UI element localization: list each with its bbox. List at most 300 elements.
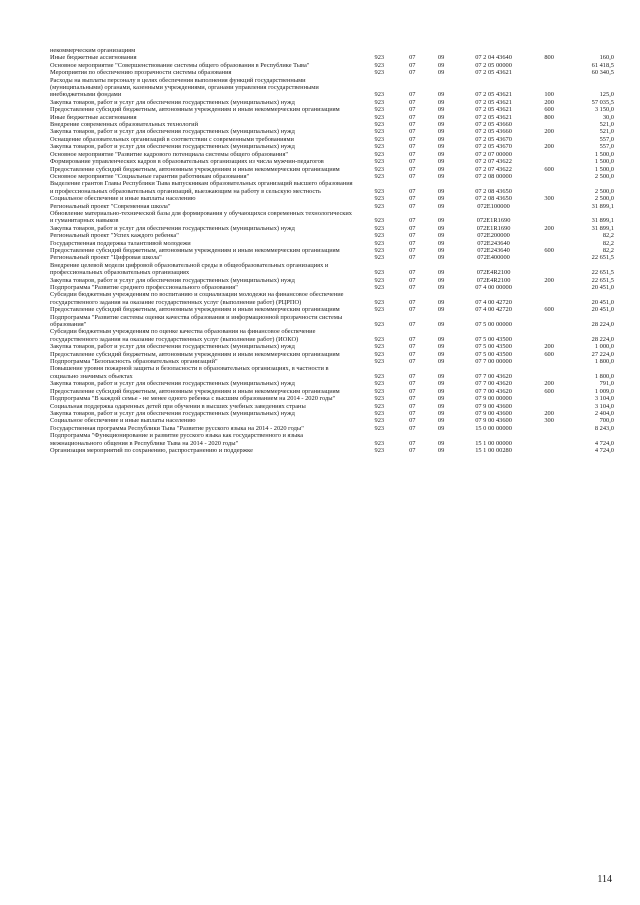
row-subsection: 09	[437, 335, 445, 343]
row-expense-type	[532, 69, 567, 76]
table-row	[50, 121, 614, 128]
row-section: 07	[409, 98, 416, 106]
table-row	[50, 403, 614, 410]
row-amount: 2 500,0	[594, 187, 614, 195]
row-amount: 22 651,5	[591, 276, 614, 284]
row-name: Выделение грантов Главы Республики Тыва выпускникам образовательных организаций высшего образования и профессиональных образовательных организаций, выезжающим на работу в сельскую местность	[50, 180, 353, 195]
row-grbs: 923	[374, 424, 385, 432]
row-section: 07	[409, 158, 416, 166]
row-grbs: 923	[374, 343, 385, 351]
row-expense-type	[532, 262, 567, 277]
row-target-article: 07 7 00 00000	[475, 358, 512, 366]
row-subsection: 09	[437, 372, 445, 380]
row-expense-type: 200	[544, 224, 554, 232]
row-target-article: 072E243640	[477, 239, 510, 247]
row-amount: 22 651,5	[591, 269, 614, 277]
row-name: Мероприятия по обеспечению прозрачности системы образования	[50, 69, 232, 77]
row-target-article: 07 7 00 43620	[475, 372, 512, 380]
row-amount: 1 800,0	[594, 372, 614, 380]
row-expense-type	[532, 365, 567, 380]
row-section: 07	[409, 350, 416, 358]
row-expense-type: 100	[544, 91, 554, 99]
row-name: Субсидии бюджетным учреждениям по воспитанию и социализации молодежи на финансовое обеспечение государственного задания на оказание государственных услуг (выполнение работ) (РЦРПО)	[50, 291, 344, 306]
row-section: 07	[409, 402, 416, 410]
row-target-article: 07 2 05 43621	[475, 113, 512, 121]
row-amount: 791,0	[599, 380, 614, 388]
row-subsection: 09	[437, 358, 445, 366]
row-section: 07	[409, 195, 416, 203]
row-name: Обновление материально-технической базы для формирования у обучающихся современных технологических и гуманитарных навыков	[50, 209, 352, 225]
row-grbs: 923	[374, 61, 385, 69]
row-amount: 28 224,0	[591, 321, 614, 329]
table-row	[50, 180, 614, 195]
row-amount: 3 150,0	[594, 106, 614, 114]
row-section: 07	[409, 239, 416, 247]
row-expense-type	[532, 254, 567, 261]
row-amount: 61 418,5	[591, 61, 614, 69]
row-grbs: 923	[374, 202, 385, 210]
row-grbs: 923	[374, 239, 385, 247]
table-row	[50, 314, 614, 329]
row-section: 07	[409, 113, 416, 121]
row-target-article: 07 9 00 43600	[475, 409, 512, 417]
row-amount: 20 451,0	[591, 306, 614, 314]
table-row	[50, 99, 614, 106]
table-row	[50, 432, 614, 447]
row-section: 07	[409, 217, 416, 225]
row-section: 07	[409, 387, 416, 395]
row-expense-type: 200	[544, 98, 554, 106]
row-name: Государственная программа Республики Тыва "Развитие русского языка на 2014 - 2020 годы"	[50, 424, 304, 432]
row-name: некоммерческим организациям	[50, 47, 136, 54]
row-name: Субсидии бюджетным учреждениям по оценке качества образования на финансовое обеспечение государственного задания на оказание государственных услуг (выполнение работ) (ИОКО)	[50, 328, 316, 343]
table-row	[50, 328, 614, 343]
table-row	[50, 210, 614, 225]
table-row	[50, 284, 614, 291]
row-name: Предоставление субсидий бюджетным, автономным учреждениям и иным некоммерческим организациям	[50, 387, 340, 395]
row-name: Закупка товаров, работ и услуг для обеспечения государственных (муниципальных) нужд	[50, 276, 295, 284]
row-section: 07	[409, 254, 416, 262]
row-subsection: 09	[437, 106, 445, 114]
table-row	[50, 395, 614, 402]
table-row	[50, 254, 614, 261]
row-section: 07	[409, 372, 416, 380]
row-grbs: 923	[374, 372, 385, 380]
row-subsection: 09	[437, 417, 445, 425]
row-section: 07	[409, 358, 416, 366]
row-subsection: 09	[437, 284, 445, 291]
row-grbs: 923	[374, 165, 385, 173]
row-amount: 20 451,0	[591, 284, 614, 291]
row-subsection: 09	[437, 217, 445, 225]
table-row	[50, 240, 614, 247]
row-grbs: 923	[374, 409, 385, 417]
table-row	[50, 425, 614, 432]
row-section: 07	[409, 224, 416, 232]
row-amount: 521,0	[599, 128, 614, 136]
row-grbs: 923	[374, 128, 385, 136]
row-name: Предоставление субсидий бюджетным, автономным учреждениям и иным некоммерческим организациям	[50, 246, 340, 254]
row-expense-type	[532, 291, 567, 306]
row-section	[398, 47, 427, 54]
row-name: Внедрение целевой модели цифровой образовательной среды в общеобразовательных организациях и профессиональных образовательных организациях	[50, 261, 329, 277]
row-grbs: 923	[374, 417, 385, 425]
row-expense-type	[532, 447, 567, 454]
row-name: Предоставление субсидий бюджетным, автономным учреждениям и иным некоммерческим организациям	[50, 350, 340, 358]
row-section: 07	[409, 306, 416, 314]
row-expense-type	[532, 328, 567, 343]
row-amount: 1 800,0	[594, 358, 614, 366]
row-amount: 2 500,0	[594, 172, 614, 180]
table-row	[50, 417, 614, 424]
row-target-article: 07 9 00 00000	[475, 395, 512, 403]
row-subsection: 09	[437, 409, 445, 417]
row-name: Региональный проект "Современная школа"	[50, 202, 171, 210]
row-section: 07	[409, 298, 416, 306]
row-subsection: 09	[437, 402, 445, 410]
row-grbs: 923	[374, 91, 385, 99]
row-subsection: 09	[437, 150, 445, 158]
row-grbs: 923	[374, 143, 385, 151]
row-name: Закупка товаров, работ и услуг для обеспечения государственных (муниципальных) нужд	[50, 143, 295, 151]
row-grbs: 923	[374, 217, 385, 225]
row-section: 07	[409, 172, 416, 180]
row-section: 07	[409, 269, 416, 277]
row-amount: 60 340,5	[591, 69, 614, 77]
row-subsection: 09	[437, 54, 445, 62]
row-grbs: 923	[374, 387, 385, 395]
row-subsection: 09	[437, 298, 445, 306]
row-section: 07	[409, 202, 416, 210]
row-grbs: 923	[374, 150, 385, 158]
row-subsection: 09	[437, 424, 445, 432]
table-row	[50, 247, 614, 254]
row-subsection: 09	[437, 135, 445, 143]
row-target-article: 072E243640	[477, 246, 510, 254]
row-subsection: 09	[437, 446, 445, 454]
row-target-article: 07 2 07 00000	[475, 150, 512, 158]
row-subsection: 09	[437, 380, 445, 388]
row-grbs: 923	[374, 113, 385, 121]
row-grbs: 923	[374, 306, 385, 314]
row-expense-type: 800	[544, 54, 554, 62]
row-expense-type	[532, 240, 567, 247]
row-name: Основное мероприятие "Совершенствование системы общего образования в Республике Тыва"	[50, 61, 310, 69]
row-grbs: 923	[374, 321, 385, 329]
row-amount: 557,0	[599, 135, 614, 143]
row-amount: 557,0	[599, 143, 614, 151]
table-row	[50, 158, 614, 165]
row-grbs: 923	[374, 276, 385, 284]
table-row	[50, 351, 614, 358]
table-row	[50, 173, 614, 180]
row-target-article: 07 2 05 43621	[475, 91, 512, 99]
row-section: 07	[409, 91, 416, 99]
row-expense-type	[532, 284, 567, 291]
row-target-article: 07 9 00 43600	[475, 417, 512, 425]
row-subsection: 09	[437, 239, 445, 247]
row-target-article: 07 2 05 43621	[475, 98, 512, 106]
table-row	[50, 143, 614, 150]
row-expense-type: 600	[544, 350, 554, 358]
row-target-article: 07 4 00 42720	[475, 298, 512, 306]
row-expense-type	[532, 425, 567, 432]
row-target-article: 07 9 00 43600	[475, 402, 512, 410]
row-target-article: 07 4 00 00000	[475, 284, 512, 291]
row-amount: 82,2	[602, 246, 614, 254]
row-section: 07	[409, 321, 416, 329]
row-grbs: 923	[374, 246, 385, 254]
table-row	[50, 106, 614, 113]
row-expense-type: 200	[544, 343, 554, 351]
row-name: Основное мероприятие "Социальные гарантии работникам образования"	[50, 172, 250, 180]
row-target-article: 07 2 08 43650	[475, 195, 512, 203]
row-amount: 31 899,1	[591, 224, 614, 232]
row-name: Расходы на выплаты персоналу в целях обеспечения выполнения функций государственными (муниципальными) органами, казенными учреждениями, органами управления государственными внебюджетными фондами	[50, 76, 319, 99]
row-target-article: 07 2 05 43670	[475, 143, 512, 151]
row-expense-type	[532, 158, 567, 165]
row-subsection: 09	[437, 395, 445, 403]
row-grbs: 923	[374, 187, 385, 195]
row-section: 07	[409, 150, 416, 158]
row-subsection: 09	[437, 187, 445, 195]
table-row	[50, 69, 614, 76]
row-subsection: 09	[437, 343, 445, 351]
row-name: Подпрограмма "Безопасность образовательных организаций"	[50, 358, 218, 366]
row-grbs: 923	[374, 106, 385, 114]
table-row	[50, 203, 614, 210]
row-expense-type: 600	[544, 387, 554, 395]
row-target-article: 072E4R2100	[476, 276, 511, 284]
row-amount: 22 651,5	[591, 254, 614, 262]
table-row	[50, 365, 614, 380]
row-section: 07	[409, 187, 416, 195]
row-expense-type: 300	[544, 417, 554, 425]
row-grbs: 923	[374, 439, 385, 447]
row-grbs: 923	[374, 298, 385, 306]
row-target-article: 07 5 00 43500	[475, 350, 512, 358]
row-amount: 1 000,0	[594, 343, 614, 351]
row-grbs: 923	[374, 232, 385, 240]
row-subsection: 09	[437, 158, 445, 166]
table-row	[50, 277, 614, 284]
row-amount: 82,2	[602, 232, 614, 240]
row-target-article: 07 2 05 00000	[475, 61, 512, 69]
row-amount: 27 224,0	[591, 350, 614, 358]
row-target-article: 07 2 05 43660	[475, 128, 512, 136]
row-expense-type: 800	[544, 113, 554, 121]
table-row	[50, 136, 614, 143]
table-row	[50, 343, 614, 350]
row-target-article: 07 2 05 43670	[475, 135, 512, 143]
row-section: 07	[409, 395, 416, 403]
table-row	[50, 54, 614, 61]
row-section: 07	[409, 143, 416, 151]
row-section: 07	[409, 409, 416, 417]
row-section: 07	[409, 417, 416, 425]
row-target-article: 07 5 00 43500	[475, 335, 512, 343]
row-grbs: 923	[374, 195, 385, 203]
row-amount	[567, 47, 614, 54]
row-grbs: 923	[374, 172, 385, 180]
row-expense-type	[532, 180, 567, 195]
row-subsection: 09	[437, 98, 445, 106]
row-target-article: 15 1 00 00280	[475, 446, 512, 454]
row-grbs: 923	[374, 121, 385, 129]
row-grbs: 923	[374, 380, 385, 388]
row-section: 07	[409, 54, 416, 62]
row-target-article: 07 2 07 43622	[475, 158, 512, 166]
row-amount: 1 009,0	[594, 387, 614, 395]
row-name: Внедрение современных образовательных технологий	[50, 121, 199, 129]
row-section: 07	[409, 165, 416, 173]
row-amount: 28 224,0	[591, 335, 614, 343]
row-expense-type	[532, 232, 567, 239]
row-grbs: 923	[374, 350, 385, 358]
row-name: Основное мероприятие "Развитие кадрового потенциала системы общего образования"	[50, 150, 288, 158]
row-grbs: 923	[374, 269, 385, 277]
row-subsection: 09	[437, 195, 445, 203]
row-expense-type	[532, 203, 567, 210]
table-row	[50, 388, 614, 395]
row-expense-type	[532, 210, 567, 225]
row-expense-type: 200	[544, 128, 554, 136]
row-grbs: 923	[374, 395, 385, 403]
row-section: 07	[409, 424, 416, 432]
row-amount: 20 451,0	[591, 298, 614, 306]
row-target-article: 072E4R2100	[476, 269, 511, 277]
row-name: Предоставление субсидий бюджетным, автономным учреждениям и иным некоммерческим организациям	[50, 165, 340, 173]
row-subsection: 09	[437, 91, 445, 99]
row-target-article: 072E1R1690	[476, 224, 511, 232]
row-subsection: 09	[437, 143, 445, 151]
row-grbs: 923	[374, 135, 385, 143]
row-target-article: 07 4 00 42720	[475, 306, 512, 314]
row-target-article: 072E400000	[477, 254, 510, 262]
row-expense-type: 200	[544, 409, 554, 417]
row-subsection	[427, 47, 456, 54]
table-row	[50, 128, 614, 135]
row-subsection: 09	[437, 254, 445, 262]
row-expense-type	[532, 314, 567, 329]
row-amount: 1 500,0	[594, 150, 614, 158]
row-section: 07	[409, 335, 416, 343]
row-section: 07	[409, 121, 416, 129]
row-amount: 4 724,0	[594, 446, 614, 454]
row-amount: 2 404,0	[594, 409, 614, 417]
row-name: Предоставление субсидий бюджетным, автономным учреждениям и иным некоммерческим организациям	[50, 306, 340, 314]
row-name: Закупка товаров, работ и услуг для обеспечения государственных (муниципальных) нужд	[50, 224, 295, 232]
row-target-article: 15 0 00 00000	[475, 424, 512, 432]
row-expense-type: 600	[544, 246, 554, 254]
row-target-article: 07 2 05 43621	[475, 106, 512, 114]
row-name: Иные бюджетные ассигнования	[50, 113, 137, 121]
row-subsection: 09	[437, 128, 445, 136]
row-amount: 1 500,0	[594, 165, 614, 173]
budget-table-body	[50, 47, 614, 454]
row-name: Оснащение образовательных организаций в соответствии с современными требованиями	[50, 135, 294, 143]
row-name: Социальное обеспечение и иные выплаты населению	[50, 195, 196, 203]
row-subsection: 09	[437, 232, 445, 240]
row-name: Подпрограмма "В каждой семье - не менее одного ребенка с высшим образованием на 2014 - 2020 годы"	[50, 395, 336, 403]
table-row	[50, 410, 614, 417]
row-subsection: 09	[437, 350, 445, 358]
row-amount: 3 104,0	[594, 402, 614, 410]
row-expense-type	[532, 432, 567, 447]
row-target-article	[455, 47, 531, 54]
row-subsection: 09	[437, 269, 445, 277]
table-row	[50, 47, 614, 54]
row-subsection: 09	[437, 165, 445, 173]
row-amount: 521,0	[599, 121, 614, 129]
row-amount: 160,0	[599, 54, 614, 62]
row-section: 07	[409, 446, 416, 454]
row-grbs: 923	[374, 335, 385, 343]
table-row	[50, 232, 614, 239]
row-name: Подпрограмма "Функционирование и развитие русского языка как государственного и языка межнационального общения в Республике Тыва на 2014 - 2020 годы"	[50, 432, 304, 447]
row-section: 07	[409, 380, 416, 388]
row-amount: 31 899,1	[591, 217, 614, 225]
row-target-article: 07 2 04 43640	[475, 54, 512, 62]
row-grbs: 923	[374, 158, 385, 166]
row-target-article: 07 5 00 00000	[475, 321, 512, 329]
table-row	[50, 62, 614, 69]
row-expense-type: 600	[544, 306, 554, 314]
row-subsection: 09	[437, 224, 445, 232]
row-subsection: 09	[437, 387, 445, 395]
row-subsection: 09	[437, 306, 445, 314]
table-row	[50, 447, 614, 454]
row-name: Региональный проект "Цифровая школа"	[50, 254, 162, 262]
row-grbs: 923	[374, 54, 385, 62]
row-target-article: 07 7 00 43620	[475, 387, 512, 395]
row-target-article: 07 2 07 43622	[475, 165, 512, 173]
row-name: Предоставление субсидий бюджетным, автономным учреждениям и иным некоммерческим организациям	[50, 106, 340, 114]
row-expense-type: 300	[544, 195, 554, 203]
row-amount: 8 243,0	[594, 424, 614, 432]
table-row	[50, 291, 614, 306]
row-subsection: 09	[437, 439, 445, 447]
row-grbs: 923	[374, 69, 385, 77]
table-row	[50, 225, 614, 232]
row-section: 07	[409, 69, 416, 77]
row-name: Формирование управленческих кадров в образовательных организациях из числа мужчин-педагогов	[50, 158, 324, 166]
row-name: Подпрограмма "Развитие системы оценки качества образования и информационной прозрачности системы образования"	[50, 313, 343, 329]
row-expense-type: 600	[544, 165, 554, 173]
row-name: Повышение уровня пожарной защиты и безопасности в образовательных организациях, в частности в социально значимых объектах	[50, 365, 329, 380]
row-grbs: 923	[374, 224, 385, 232]
row-subsection: 09	[437, 202, 445, 210]
row-name: Закупка товаров, работ и услуг для обеспечения государственных (муниципальных) нужд	[50, 128, 295, 136]
row-target-article: 15 1 00 00000	[475, 439, 512, 447]
row-amount: 3 104,0	[594, 395, 614, 403]
row-amount: 1 500,0	[594, 158, 614, 166]
row-section: 07	[409, 61, 416, 69]
row-section: 07	[409, 135, 416, 143]
row-grbs	[361, 47, 398, 54]
row-subsection: 09	[437, 61, 445, 69]
row-section: 07	[409, 276, 416, 284]
row-amount: 82,2	[602, 239, 614, 247]
row-expense-type	[532, 358, 567, 365]
row-target-article: 07 2 05 43660	[475, 121, 512, 129]
row-subsection: 09	[437, 121, 445, 129]
row-name: Подпрограмма "Развитие среднего профессионального образования"	[50, 284, 238, 291]
row-section: 07	[409, 128, 416, 136]
row-name: Иные бюджетные ассигнования	[50, 54, 137, 62]
row-name: Социальное обеспечение и иные выплаты населению	[50, 417, 196, 425]
row-expense-type	[532, 395, 567, 402]
